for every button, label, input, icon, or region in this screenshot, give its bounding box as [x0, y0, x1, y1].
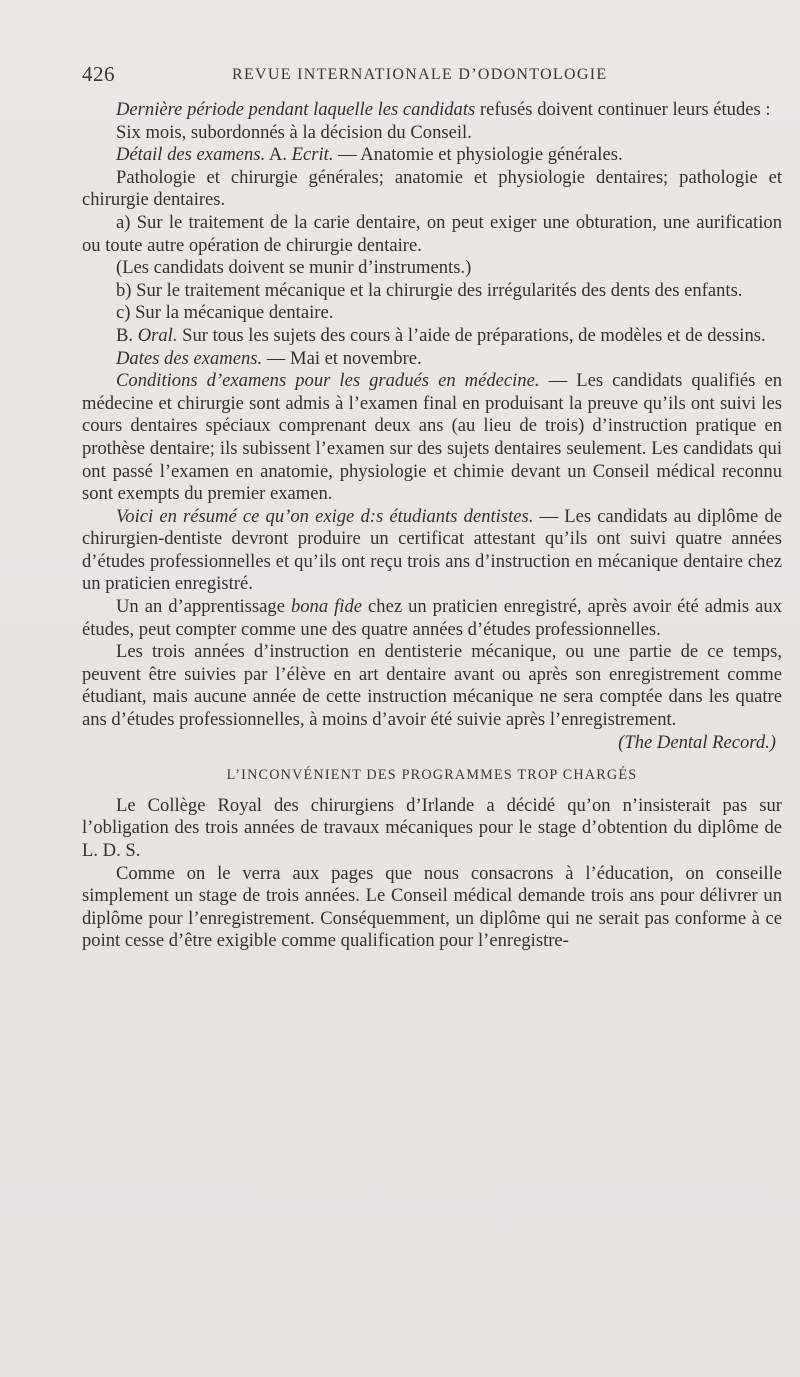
- article-body: [82, 99, 782, 953]
- paragraph: B. Oral. Sur tous les sujets des cours à l’aide de préparations, de modèles et de dessins.: [116, 324, 766, 346]
- section-heading: L’INCONVÉNIENT DES PROGRAMMES TROP CHARGÉS: [226, 767, 638, 784]
- paragraph: Six mois, subordonnés à la décision du Conseil.: [116, 121, 472, 143]
- paragraph: Voici en résumé ce qu’on exige d:s étudiants dentistes. — Les candidats au diplôme de chirurgien-dentiste devront produire un certificat attestant qu’ils ont suivi quatre années d’études professionnelles et qu’ils ont reçu trois ans d’instruction en mécanique dentaire chez un praticien enregistré.: [82, 505, 783, 595]
- running-title: REVUE INTERNATIONALE D’ODONTOLOGIE: [232, 66, 608, 83]
- source-citation: (The Dental Record.): [618, 731, 776, 753]
- paragraph: Un an d’apprentissage bona fide chez un praticien enregistré, après avoir été admis aux études, peut compter comme une des quatre années d’études professionnelles.: [82, 596, 783, 640]
- paragraph: Le Collège Royal des chirurgiens d’Irlande a décidé qu’on n’insisterait pas sur l’obligation des trois années de travaux mécaniques pour le stage d’obtention du diplôme de L. D. S.: [82, 794, 782, 861]
- paragraph: a) Sur le traitement de la carie dentaire, on peut exiger une obturation, une aurification ou toute autre opération de chirurgie dentaire.: [82, 211, 782, 256]
- paragraph: Comme on le verra aux pages que nous consacrons à l’éducation, on conseille simplement un stage de trois années. Le Conseil médical demande trois ans pour délivrer un diplôme pour l’enregistrement. Conséquemment, un diplôme qui ne serait pas conforme à ce point cesse d’être exigible comme qualification pour l’enregistre-: [82, 862, 782, 952]
- paragraph: Les trois années d’instruction en dentisterie mécanique, ou une partie de ce temps, peuvent être suivies par l’élève en art dentaire avant ou après son enregistrement comme étudiant, mais aucune année de cette instruction mécanique ne sera comptée dans les quatre ans d’études professionnelles, à moins d’avoir été suivie après l’enregistrement.: [82, 641, 782, 731]
- paragraph: (Les candidats doivent se munir d’instruments.): [116, 257, 472, 279]
- paragraph: Dates des examens. — Mai et novembre.: [116, 347, 422, 369]
- page-header: [82, 62, 782, 92]
- paragraph: Détail des examens. A. Ecrit. — Anatomie et physiologie générales.: [116, 144, 623, 166]
- paragraph: b) Sur le traitement mécanique et la chirurgie des irrégularités des dents des enfants.: [116, 279, 743, 301]
- page-number: 426: [82, 62, 115, 86]
- paragraph: Dernière période pendant laquelle les candidats refusés doivent continuer leurs études :: [116, 99, 771, 120]
- paragraph: c) Sur la mécanique dentaire.: [116, 302, 334, 324]
- paragraph: Conditions d’examens pour les gradués en médecine. — Les candidats qualifiés en médecine et chirurgie sont admis à l’examen final en produisant la preuve qu’ils ont suivi les cours dentaires spéciaux comprenant deux ans (au lieu de trois) d’instruction pratique en prothèse dentaire; ils subissent l’examen sur des sujets dentaires seulement. Les candidats qui ont passé l’examen en anatomie, physiologie et chimie devant un Conseil médical reconnu sont exempts du premier examen.: [82, 370, 782, 505]
- paragraph: Pathologie et chirurgie générales; anatomie et physiologie dentaires; pathologie et chirurgie dentaires.: [82, 166, 782, 211]
